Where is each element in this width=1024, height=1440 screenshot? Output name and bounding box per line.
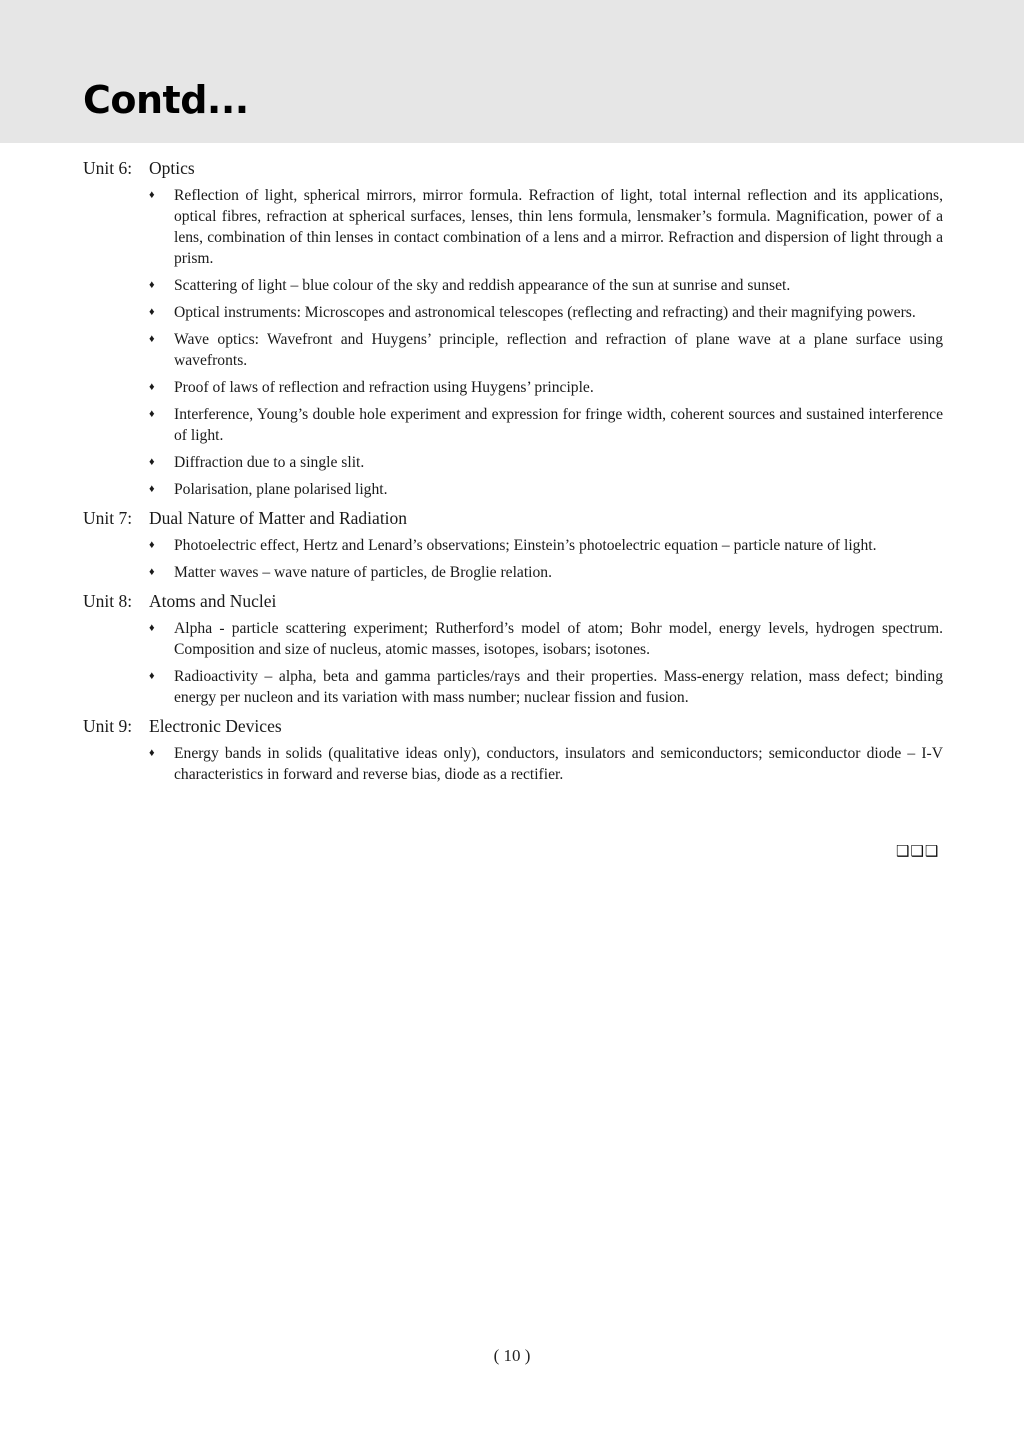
unit-label: Unit 9: [83,716,133,736]
unit-title: Atoms and Nuclei [149,591,277,611]
page-number: ( 10 ) [493,1346,531,1365]
topic-text: Proof of laws of reflection and refraction using Huygens’ principle. [174,379,594,396]
diamond-bullet-icon: ♦ [149,381,155,393]
diamond-bullet-icon: ♦ [149,566,155,578]
topic-text: Matter waves – wave nature of particles, de Broglie relation. [174,564,553,581]
topic-item [83,479,943,500]
topic-text: Alpha - particle scattering experiment; Rutherford’s model of atom; Bohr model, energy levels, hydrogen spectrum. Composition and size of nucleus, atomic masses, isotopes, isobars; isotones. [174,620,943,658]
end-of-section-mark: ❑❑❑ [896,842,940,860]
topic-item [83,377,943,398]
topic-text: Polarisation, plane polarised light. [174,481,388,498]
topic-item [83,452,943,473]
unit-title: Optics [149,158,195,178]
diamond-bullet-icon: ♦ [149,408,155,420]
unit-section [83,506,943,583]
unit-label: Unit 7: [83,508,133,528]
topic-item [83,666,943,708]
topic-item [83,302,943,323]
topic-list [83,185,943,500]
topic-list [83,535,943,583]
topic-text: Reflection of light, spherical mirrors, mirror formula. Refraction of light, total internal reflection and its applications, optical fibres, refraction at spherical surfaces, lenses, thin lens formula, lensmaker’s formula. Magnification, power of a lens, combination of thin lenses in contact combination of a lens and a mirror. Refraction and dispersion of light through a prism. [174,187,943,267]
unit-title: Electronic Devices [149,716,282,736]
diamond-bullet-icon: ♦ [149,747,155,759]
unit-section [83,156,943,500]
unit-section [83,714,943,785]
diamond-bullet-icon: ♦ [149,306,155,318]
diamond-bullet-icon: ♦ [149,539,155,551]
unit-label: Unit 6: [83,158,133,178]
topic-text: Diffraction due to a single slit. [174,454,365,471]
topic-list [83,618,943,708]
diamond-bullet-icon: ♦ [149,279,155,291]
topic-text: Interference, Young’s double hole experiment and expression for fringe width, coherent sources and sustained interference of light. [174,406,943,444]
topic-text: Radioactivity – alpha, beta and gamma particles/rays and their properties. Mass-energy relation, mass defect; binding energy per nucleon and its variation with mass number; nuclear fission and fusion. [174,668,943,706]
diamond-bullet-icon: ♦ [149,189,155,201]
topic-text: Optical instruments: Microscopes and astronomical telescopes (reflecting and refracting) and their magnifying powers. [174,304,916,321]
topic-item [83,618,943,660]
unit-heading [83,156,943,180]
topic-text: Energy bands in solids (qualitative ideas only), conductors, insulators and semiconductors; semiconductor diode – I-V characteristics in forward and reverse bias, diode as a rectifier. [174,745,943,783]
topic-text: Scattering of light – blue colour of the sky and reddish appearance of the sun at sunrise and sunset. [174,277,791,294]
diamond-bullet-icon: ♦ [149,456,155,468]
topic-text: Wave optics: Wavefront and Huygens’ principle, reflection and refraction of plane wave at a plane surface using wavefronts. [174,331,943,369]
diamond-bullet-icon: ♦ [149,333,155,345]
topic-item [83,275,943,296]
topic-item [83,404,943,446]
diamond-bullet-icon: ♦ [149,670,155,682]
topic-text: Photoelectric effect, Hertz and Lenard’s observations; Einstein’s photoelectric equation – particle nature of light. [174,537,877,554]
topic-item [83,329,943,371]
unit-heading [83,589,943,613]
topic-list [83,743,943,785]
unit-heading [83,714,943,738]
diamond-bullet-icon: ♦ [149,622,155,634]
topic-item [83,185,943,269]
topic-item [83,743,943,785]
topic-item [83,562,943,583]
unit-section [83,589,943,708]
diamond-bullet-icon: ♦ [149,483,155,495]
unit-heading [83,506,943,530]
topic-item [83,535,943,556]
page-title: Contd... [83,78,249,122]
syllabus-content [83,156,943,791]
unit-title: Dual Nature of Matter and Radiation [149,508,408,528]
unit-label: Unit 8: [83,591,133,611]
